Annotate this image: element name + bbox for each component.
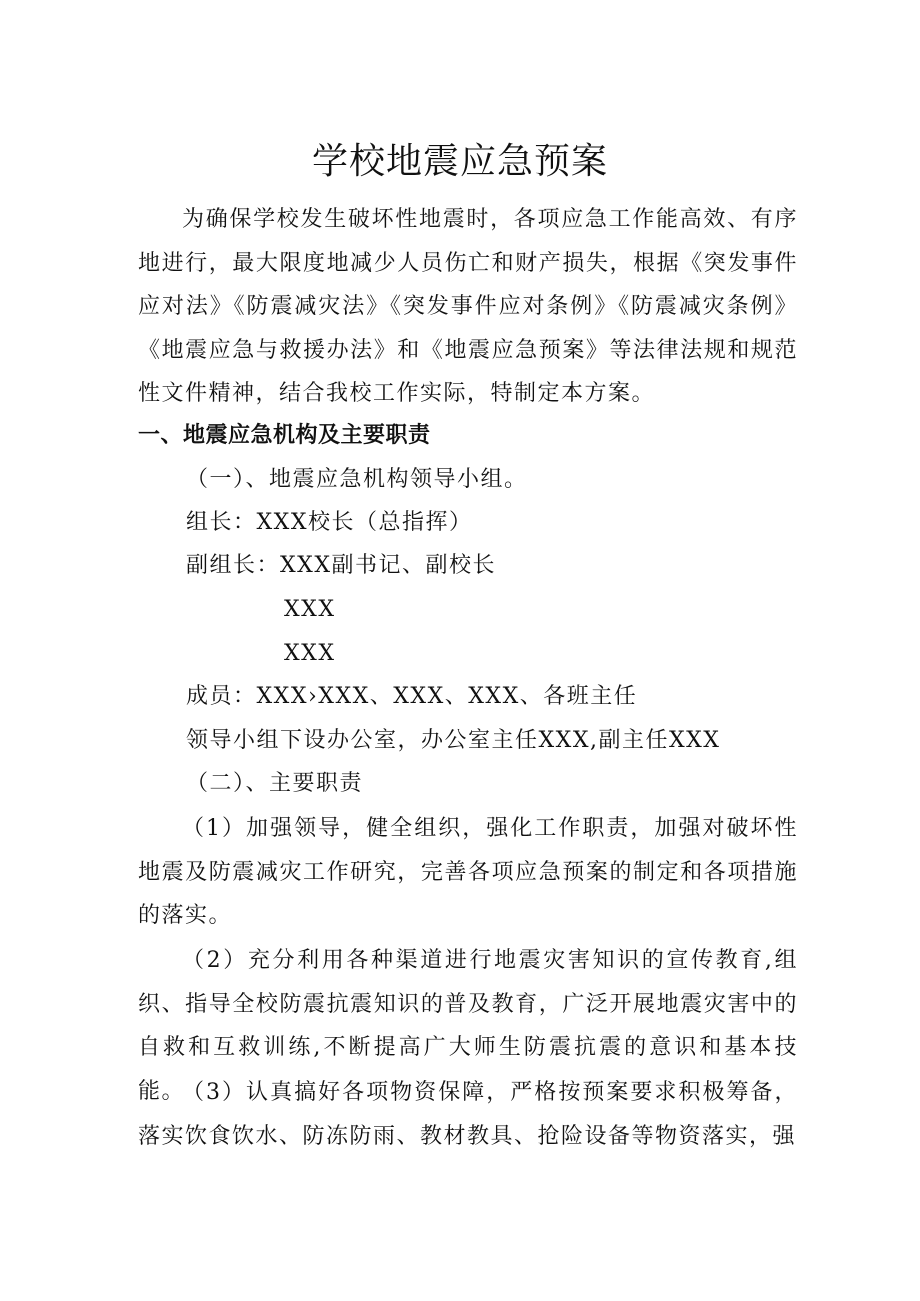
duty-paragraph-1: （1）加强领导，健全组织，强化工作职责，加强对破坏性地震及防震减灾工作研究，完善各项应急预案的制定和各项措施的落实。 bbox=[138, 816, 798, 928]
deputy-leader-name: XXX bbox=[284, 597, 336, 622]
document-title: 学校地震应急预案 bbox=[311, 141, 608, 182]
duty-paragraph-2: （2）充分利用各种渠道进行地震灾害知识的宣传教育,组织、指导全校防震抗震知识的普及教育，广泛开展地震灾害中的自救和互救训练,不断提高广大师生防震抗震的意识和基本技能。 bbox=[138, 948, 798, 1104]
section-heading: 一、地震应急机构及主要职责 bbox=[138, 423, 431, 448]
subsection-title-leadership: （一）、地震应急机构领导小组。 bbox=[186, 467, 528, 492]
deputy-leader-line: 副组长：XXX副书记、副校长 bbox=[186, 553, 496, 578]
duty-paragraph-3: （3）认真搞好各项物资保障，严格按预案要求积极筹备，落实饮食饮水、防冻防雨、教材教具、抢险设备等物资落实，强 bbox=[138, 1080, 798, 1149]
intro-paragraph: 为确保学校发生破坏性地震时，各项应急工作能高效、有序地进行，最大限度地减少人员伤亡和财产损失，根据《突发事件应对法》《防震减灾法》《突发事件应对条例》《防震减灾条例》《地震应急与救援办法》和《地震应急预案》等法律法规和规范性文件精神，结合我校工作实际，特制定本方案。 bbox=[138, 207, 798, 406]
leader-line: 组长：XXX校长（总指挥） bbox=[186, 510, 473, 535]
office-line: 领导小组下设办公室，办公室主任XXX,副主任XXX bbox=[186, 728, 721, 753]
subsection-title-duties: （二）、主要职责 bbox=[186, 771, 364, 796]
members-line: 成员：XXX›XXX、XXX、XXX、各班主任 bbox=[186, 684, 638, 709]
deputy-leader-name: XXX bbox=[284, 641, 336, 666]
